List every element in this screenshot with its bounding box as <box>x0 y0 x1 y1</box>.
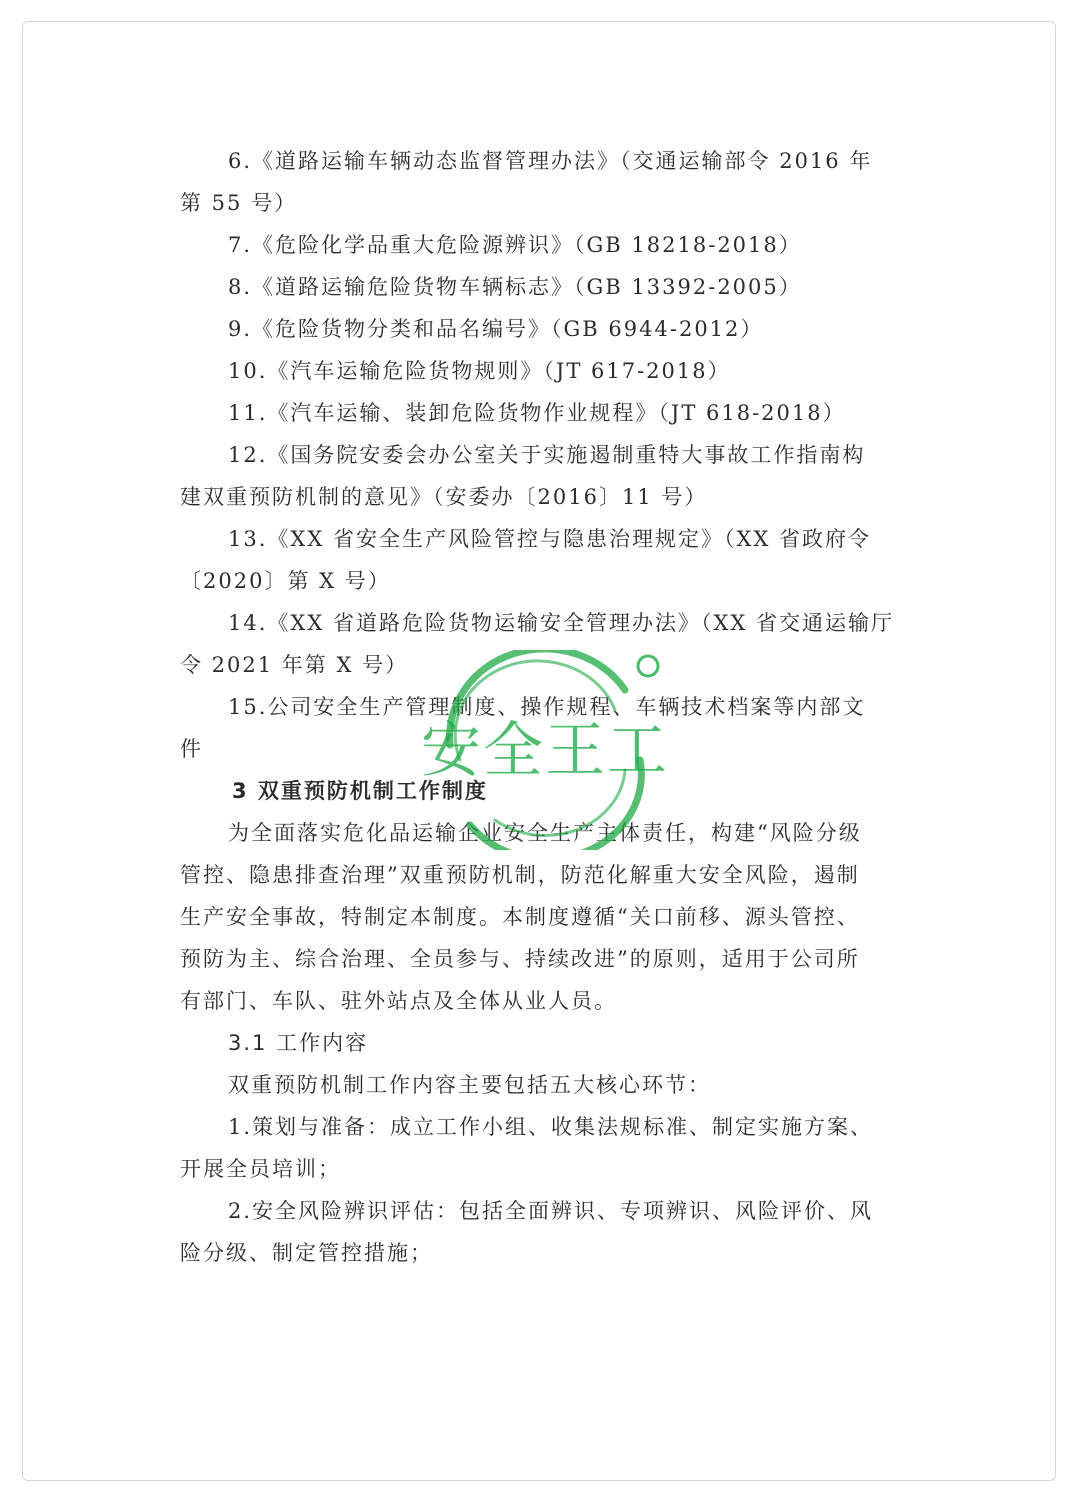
intro-line: 生产安全事故，特制定本制度。本制度遵循“关口前移、源头管控、 <box>180 905 860 929</box>
intro-line: 管控、隐患排查治理”双重预防机制，防范化解重大安全风险，遏制 <box>180 863 860 887</box>
reference-item <box>180 518 905 602</box>
reference-item <box>180 392 905 434</box>
section-heading: 3 双重预防机制工作制度 <box>232 779 488 803</box>
reference-item <box>180 308 905 350</box>
reference-item <box>180 602 905 686</box>
intro-line: 预防为主、综合治理、全员参与、持续改进”的原则，适用于公司所 <box>180 947 860 971</box>
work-content <box>180 1064 905 1274</box>
content-line: 1.策划与准备：成立工作小组、收集法规标准、制定实施方案、 <box>228 1115 874 1139</box>
intro-paragraph <box>180 812 905 1022</box>
reference-item <box>180 140 905 224</box>
reference-item <box>180 266 905 308</box>
reference-line: 11.《汽车运输、装卸危险货物作业规程》（JT 618-2018） <box>228 401 846 425</box>
reference-line: 12.《国务院安委会办公室关于实施遏制重特大事故工作指南构 <box>228 443 866 467</box>
reference-line: 第 55 号） <box>180 191 298 215</box>
reference-line: 件 <box>180 737 203 761</box>
reference-line: 13.《XX 省安全生产风险管控与隐患治理规定》（XX 省政府令 <box>228 527 872 551</box>
reference-line: 令 2021 年第 X 号） <box>180 653 409 677</box>
reference-item <box>180 224 905 266</box>
intro-line: 有部门、车队、驻外站点及全体从业人员。 <box>180 989 617 1013</box>
content-line: 2.安全风险辨识评估：包括全面辨识、专项辨识、风险评价、风 <box>228 1199 874 1223</box>
subsection-heading: 3.1 工作内容 <box>228 1031 369 1055</box>
content-line: 险分级、制定管控措施； <box>180 1241 433 1265</box>
reference-line: 10.《汽车运输危险货物规则》（JT 617-2018） <box>228 359 731 383</box>
reference-line: 建双重预防机制的意见》（安委办〔2016〕11 号） <box>180 485 708 509</box>
reference-line: 7.《危险化学品重大危险源辨识》（GB 18218-2018） <box>228 233 802 257</box>
reference-line: 6.《道路运输车辆动态监督管理办法》（交通运输部令 2016 年 <box>228 149 873 173</box>
content-line: 开展全员培训； <box>180 1157 341 1181</box>
content-line: 双重预防机制工作内容主要包括五大核心环节： <box>228 1073 711 1097</box>
reference-line: 9.《危险货物分类和品名编号》（GB 6944-2012） <box>228 317 764 341</box>
reference-item <box>180 686 905 770</box>
reference-line: 〔2020〕第 X 号） <box>180 569 391 593</box>
watermark-text: 安全王工 <box>421 716 669 786</box>
reference-line: 8.《道路运输危险货物车辆标志》（GB 13392-2005） <box>228 275 802 299</box>
document-body <box>180 140 905 1274</box>
reference-item <box>180 350 905 392</box>
reference-list <box>180 140 905 770</box>
reference-line: 15.公司安全生产管理制度、操作规程、车辆技术档案等内部文 <box>228 695 866 719</box>
reference-item <box>180 434 905 518</box>
intro-line: 为全面落实危化品运输企业安全生产主体责任，构建“风险分级 <box>228 821 862 845</box>
reference-line: 14.《XX 省道路危险货物运输安全管理办法》（XX 省交通运输厅 <box>228 611 895 635</box>
